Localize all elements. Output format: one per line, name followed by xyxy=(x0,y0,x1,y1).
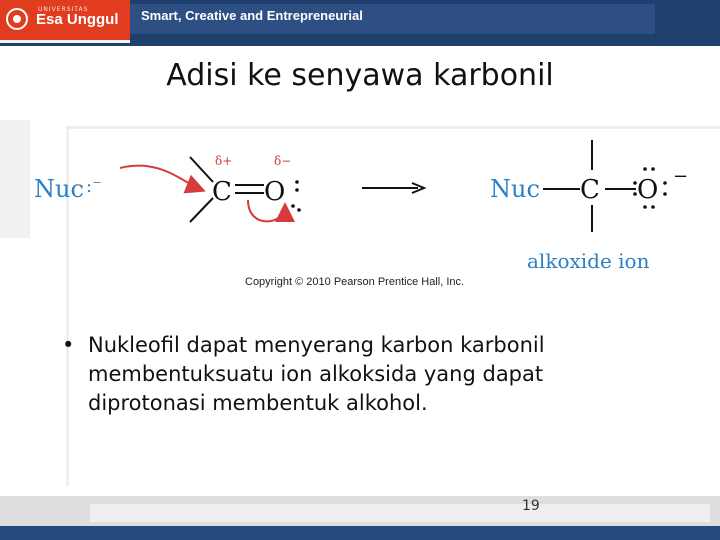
header-tagline: Smart, Creative and Entrepreneurial xyxy=(141,8,363,23)
page-number: 19 xyxy=(522,498,540,514)
bond-line xyxy=(190,157,213,182)
header-bar xyxy=(0,0,720,46)
bullet-point xyxy=(62,331,622,418)
lone-pair-dot xyxy=(651,167,655,171)
bond-line xyxy=(190,198,213,222)
product-carbon: C xyxy=(580,175,600,205)
bullet-line: Nukleofil dapat menyerang karbon karbonil xyxy=(88,333,545,357)
delta-plus: δ+ xyxy=(215,154,233,168)
footer-bar xyxy=(0,496,720,540)
carbon-atom: C xyxy=(212,177,232,207)
oxygen-atom: O xyxy=(264,177,286,207)
nucleophile-charge: :⁻ xyxy=(86,176,102,197)
lone-pair-dot xyxy=(663,181,667,185)
footer-stripe xyxy=(90,504,710,522)
university-logo xyxy=(0,0,130,43)
logo-emblem-icon xyxy=(6,8,28,30)
alkoxide-label: alkoxide ion xyxy=(527,249,650,273)
bullet-icon: • xyxy=(62,333,75,357)
delta-minus: δ− xyxy=(274,154,292,168)
lone-pair-dot xyxy=(633,192,637,196)
product-nucleophile: Nuc xyxy=(490,175,540,203)
lone-pair-dot xyxy=(295,188,299,192)
slide-title: Adisi ke senyawa karbonil xyxy=(166,58,554,93)
product-charge: − xyxy=(673,166,689,187)
lone-pair-dot xyxy=(643,167,647,171)
bullet-line: membentuksuatu ion alkoksida yang dapat xyxy=(88,362,544,386)
lone-pair-dot xyxy=(651,205,655,209)
nucleophile-label: Nuc xyxy=(34,175,84,203)
attack-arrow-icon xyxy=(120,166,202,190)
lone-pair-dot xyxy=(663,192,667,196)
logo-name: Esa Unggul xyxy=(36,11,119,28)
product-oxygen: O xyxy=(637,175,659,205)
lone-pair-dot xyxy=(643,205,647,209)
footer-blue-band xyxy=(0,526,720,540)
copyright-note: Copyright © 2010 Pearson Prentice Hall, Inc. xyxy=(245,276,465,288)
lone-pair-dot xyxy=(297,208,301,212)
lone-pair-dot xyxy=(295,180,299,184)
lone-pair-dot xyxy=(633,181,637,185)
decorative-line xyxy=(66,126,720,129)
logo-subtitle: UNIVERSITAS xyxy=(38,6,89,13)
lone-pair-dot xyxy=(291,204,295,208)
bullet-line: diprotonasi membentuk alkohol. xyxy=(88,391,428,415)
reaction-diagram xyxy=(0,130,720,300)
